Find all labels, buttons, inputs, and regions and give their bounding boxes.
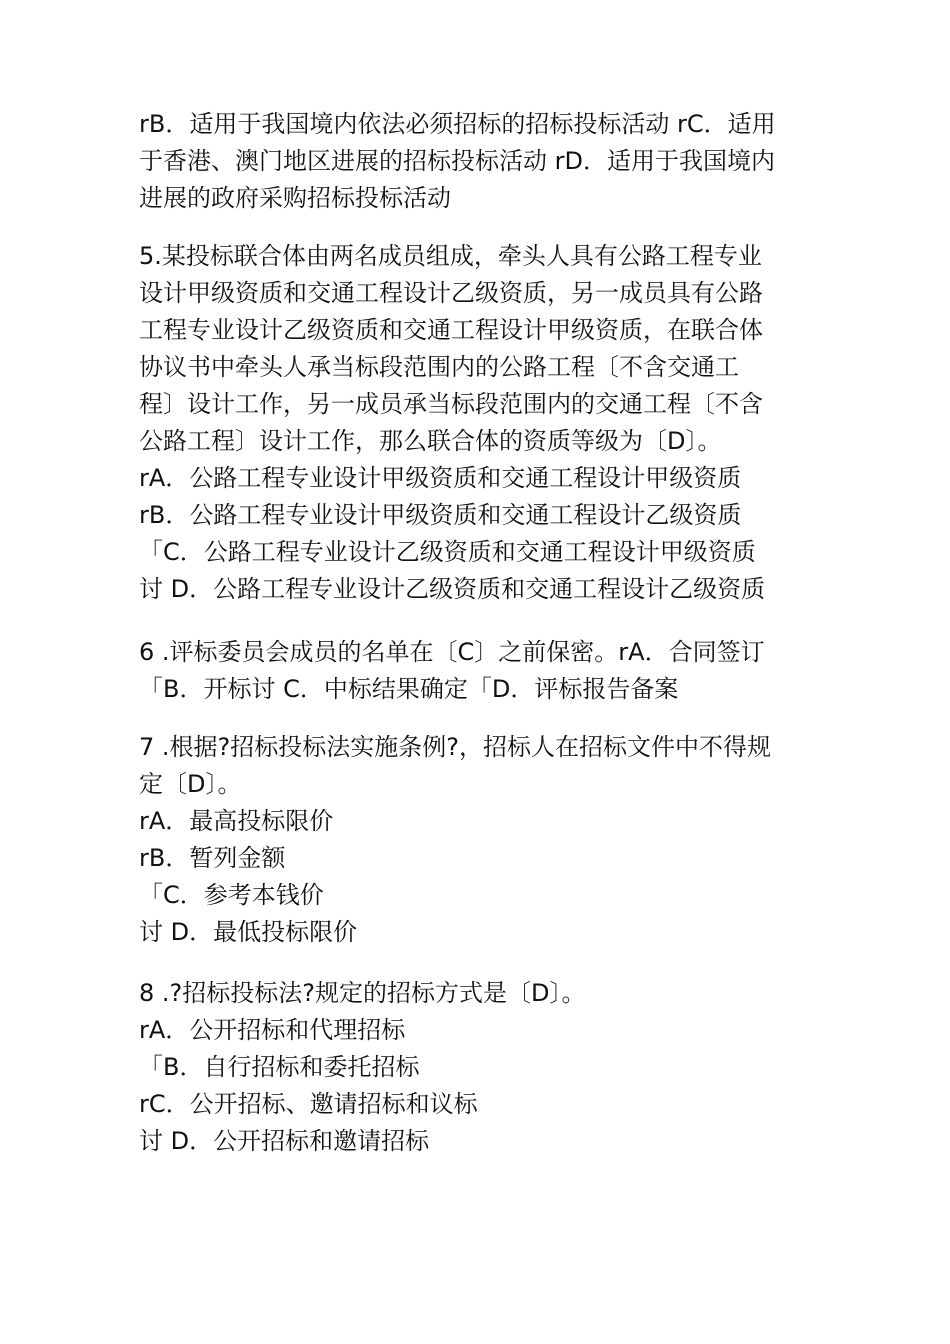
answer-option: 讨 D．公开招标和邀请招标 bbox=[139, 1127, 430, 1155]
answer-option: 「B．自行招标和委托招标 bbox=[139, 1053, 420, 1081]
question-8 bbox=[139, 975, 829, 1160]
answer-option: rB．公路工程专业设计甲级资质和交通工程设计乙级资质 bbox=[139, 501, 742, 529]
question-stem-line: 8 .?招标投标法?规定的招标方式是〔D〕。 bbox=[139, 979, 586, 1007]
text-line: 进展的政府采购招标投标活动 bbox=[139, 184, 451, 212]
answer-option: 「C．公路工程专业设计乙级资质和交通工程设计甲级资质 bbox=[139, 538, 756, 566]
answer-option: 讨 D．公路工程专业设计乙级资质和交通工程设计乙级资质 bbox=[139, 575, 766, 603]
question-stem-line: 协议书中牵头人承当标段范围内的公路工程〔不含交通工 bbox=[139, 353, 739, 381]
answer-option: rA．公开招标和代理招标 bbox=[139, 1016, 406, 1044]
question-stem-line: 工程专业设计乙级资质和交通工程设计甲级资质，在联合体 bbox=[139, 316, 763, 344]
text-line: rB．适用于我国境内依法必须招标的招标投标活动 rC．适用 bbox=[139, 110, 776, 138]
answer-option: rA．公路工程专业设计甲级资质和交通工程设计甲级资质 bbox=[139, 464, 742, 492]
question-5 bbox=[139, 238, 829, 608]
question-stem-line: 6 .评标委员会成员的名单在〔C〕之前保密。rA．合同签订 bbox=[139, 638, 765, 666]
answer-option: rC．公开招标、邀请招标和议标 bbox=[139, 1090, 478, 1118]
answer-option: 「C．参考本钱价 bbox=[139, 881, 324, 909]
answer-option: rA．最高投标限价 bbox=[139, 807, 334, 835]
question-7 bbox=[139, 729, 829, 951]
text-line: 于香港、澳门地区进展的招标投标活动 rD．适用于我国境内 bbox=[139, 147, 775, 175]
question-stem-line: 公路工程〕设计工作，那么联合体的资质等级为〔D〕。 bbox=[139, 427, 722, 455]
answer-options-line: 「B．开标讨 C．中标结果确定「D．评标报告备案 bbox=[139, 675, 679, 703]
question-4-options-tail bbox=[139, 106, 829, 217]
answer-option: 讨 D．最低投标限价 bbox=[139, 918, 358, 946]
question-stem-line: 程〕设计工作，另一成员承当标段范围内的交通工程〔不含 bbox=[139, 390, 763, 418]
question-stem-line: 设计甲级资质和交通工程设计乙级资质，另一成员具有公路 bbox=[139, 279, 763, 307]
question-stem-line: 5.某投标联合体由两名成员组成，牵头人具有公路工程专业 bbox=[139, 242, 762, 270]
question-6 bbox=[139, 634, 829, 708]
question-stem-line: 7 .根据?招标投标法实施条例?，招标人在招标文件中不得规 bbox=[139, 733, 772, 761]
question-stem-line: 定〔D〕。 bbox=[139, 770, 242, 798]
answer-option: rB．暂列金额 bbox=[139, 844, 286, 872]
